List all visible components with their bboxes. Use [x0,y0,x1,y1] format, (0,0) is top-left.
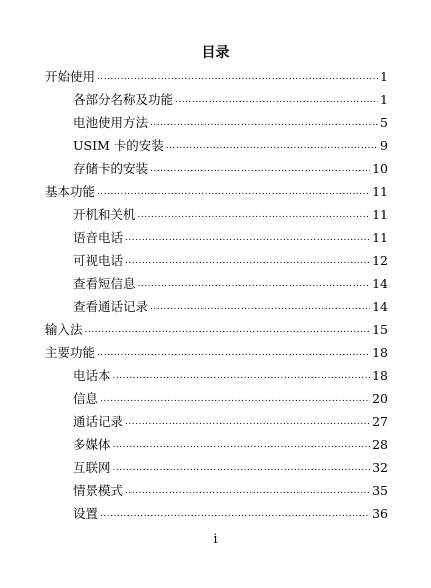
toc-dot-leader [150,117,378,129]
toc-dot-leader [150,301,370,313]
toc-entry-page: 11 [372,184,388,199]
toc-entry-page: 9 [380,138,388,153]
toc-entry[interactable] [73,500,388,522]
toc-entry-page: 28 [372,437,388,452]
toc-entry-page: 1 [380,69,388,84]
toc-dot-leader [125,485,370,497]
toc-entry-label: 输入法 [45,322,83,337]
toc-dot-leader [138,278,371,290]
toc-entry[interactable] [45,339,388,361]
toc-entry[interactable] [73,454,388,476]
toc-entry[interactable] [73,109,388,131]
toc-entry-label: 通话记录 [73,414,124,429]
toc-entry-label: 查看通话记录 [73,299,149,314]
toc-entry-page: 10 [372,161,388,176]
toc-entry[interactable] [73,362,388,384]
toc-entry[interactable] [73,247,388,269]
toc-entry[interactable] [73,224,388,246]
toc-dot-leader [113,439,371,451]
toc-entry-page: 12 [372,253,388,268]
toc-entry-label: 可视电话 [73,253,124,268]
toc-dot-leader [125,416,370,428]
toc-entry-label: 查看短信息 [73,276,136,291]
toc-entry-label: 开始使用 [45,69,96,84]
toc-entry-page: 18 [372,345,388,360]
toc-entry-label: 主要功能 [45,345,96,360]
toc-entry-label: 语音电话 [73,230,124,245]
toc-dot-leader [175,94,378,106]
toc-entry-page: 14 [372,299,388,314]
toc-entry-label: 电话本 [73,368,111,383]
toc-entry-label: 信息 [73,391,99,406]
toc-dot-leader [125,232,370,244]
toc-entry[interactable] [45,178,388,200]
toc-entry[interactable] [45,63,388,85]
page-title: 目录 [201,45,230,61]
toc-entry-label: 基本功能 [45,184,96,199]
toc-entry-page: 11 [372,230,388,245]
toc-entry[interactable] [73,270,388,292]
toc-dot-leader [100,393,370,405]
toc-entry-label: 情景模式 [73,483,124,498]
toc-entry-page: 20 [372,391,388,406]
toc-entry-page: 36 [372,506,388,521]
toc-dot-leader [138,209,371,221]
toc-entry[interactable] [73,155,388,177]
toc-entry-label: 存储卡的安装 [73,161,149,176]
toc-entry-page: 18 [372,368,388,383]
toc-entry[interactable] [73,431,388,453]
toc-entry-page: 32 [372,460,388,475]
toc-entry[interactable] [73,477,388,499]
toc-entry-label: 设置 [73,506,99,521]
page-number-footer: i [213,532,218,547]
toc-entry-label: 多媒体 [73,437,111,452]
toc-entry[interactable] [73,293,388,315]
toc-entry-page: 35 [372,483,388,498]
toc-entry-label: USIM 卡的安装 [73,138,164,153]
toc-entry[interactable] [73,408,388,430]
toc-dot-leader [97,347,370,359]
toc-entry-label: 电池使用方法 [73,115,149,130]
toc-dot-leader [125,255,370,267]
toc-dot-leader [100,508,370,520]
toc-entry[interactable] [73,385,388,407]
toc-dot-leader [85,324,371,336]
toc-entry-page: 11 [372,207,388,222]
toc-entry-page: 15 [372,322,388,337]
toc-entry[interactable] [73,86,388,108]
toc-dot-leader [97,71,378,83]
toc-entry-page: 14 [372,276,388,291]
toc-entry-label: 各部分名称及功能 [73,92,174,107]
toc-entry-label: 互联网 [73,460,111,475]
toc-entry-page: 1 [380,92,388,107]
toc-entry[interactable] [73,132,388,154]
toc-dot-leader [150,163,370,175]
toc-entry-label: 开机和关机 [73,207,136,222]
toc-dot-leader [113,462,371,474]
toc-dot-leader [166,140,378,152]
toc-entry[interactable] [45,316,388,338]
toc-entry-page: 27 [372,414,388,429]
toc-entry[interactable] [73,201,388,223]
toc-entry-page: 5 [380,115,388,130]
toc-dot-leader [113,370,371,382]
toc-dot-leader [97,186,370,198]
